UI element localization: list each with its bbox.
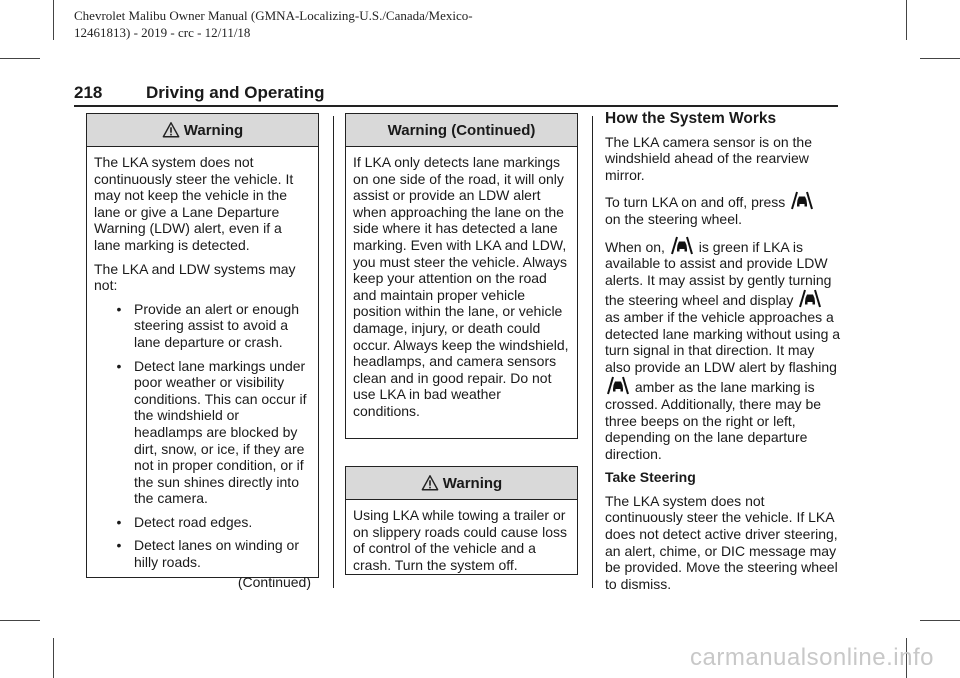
bullet-mark: • bbox=[116, 357, 122, 374]
crop-mark bbox=[53, 638, 54, 678]
section-title: Driving and Operating bbox=[146, 83, 325, 102]
page-number: 218 bbox=[74, 83, 103, 102]
list-item bbox=[94, 537, 311, 570]
warning-paragraph: Using LKA while towing a trailer or on slippery roads could cause loss of control of the vehicle and a crash. Turn the system off. bbox=[353, 507, 568, 573]
column-divider bbox=[333, 116, 334, 588]
crop-mark bbox=[920, 58, 960, 59]
warning-box-header bbox=[346, 114, 577, 147]
list-item-text: Detect lane markings under poor weather or visibility conditions. This can occur if the windshield or headlamps are blocked by dirt, snow, or ice, if they are not in proper condition, or if the sun shines directly into the camera. bbox=[134, 357, 307, 507]
warning-body bbox=[346, 147, 577, 433]
warning-box bbox=[345, 466, 578, 575]
crop-mark bbox=[53, 0, 54, 40]
section-heading: How the System Works bbox=[605, 110, 777, 127]
paragraph-text: on the steering wheel. bbox=[605, 210, 742, 227]
crop-mark bbox=[0, 58, 40, 59]
list-item-text: Provide an alert or enough steering assist to avoid a lane departure or crash. bbox=[134, 300, 299, 350]
warning-paragraph: The LKA system does not continuously steer the vehicle. It may not keep the vehicle in the lane or give a Lane Departure Warning (LDW) alert, even if a lane marking is detected. bbox=[94, 154, 294, 253]
paragraph-text: amber as the lane marking is crossed. Additionally, there may be three beeps on the right or left, depending on the lane departure direction. bbox=[605, 379, 822, 462]
meta-line-1: Chevrolet Malibu Owner Manual (GMNA-Localizing-U.S./Canada/Mexico- bbox=[74, 8, 473, 23]
lane-keep-assist-icon bbox=[789, 190, 815, 210]
warning-title: Warning (Continued) bbox=[387, 121, 536, 139]
continued-label: (Continued) bbox=[237, 573, 311, 590]
warning-title: Warning bbox=[183, 121, 244, 139]
warning-continued-box bbox=[345, 113, 578, 439]
warning-box-header bbox=[346, 467, 577, 500]
warning-box bbox=[86, 113, 319, 590]
paragraph-text: When on, bbox=[605, 238, 665, 255]
list-item bbox=[94, 301, 311, 351]
bullet-mark: • bbox=[116, 513, 122, 530]
paragraph: The LKA camera sensor is on the windshield ahead of the rearview mirror. bbox=[605, 133, 812, 183]
list-item-text: Detect road edges. bbox=[134, 513, 253, 530]
crop-mark bbox=[920, 620, 960, 621]
crop-mark bbox=[906, 0, 907, 40]
column-divider bbox=[592, 116, 593, 588]
warning-box-header bbox=[87, 114, 318, 147]
paragraph-text: as amber if the vehicle approaches a detected lane marking without using a turn signal in that direction. It may also provide an LDW alert by flashing bbox=[605, 308, 841, 375]
list-item bbox=[94, 358, 311, 507]
document-meta bbox=[74, 7, 554, 41]
warning-paragraph: The LKA and LDW systems may not: bbox=[94, 260, 296, 294]
paragraph bbox=[605, 235, 841, 463]
page-header bbox=[74, 83, 838, 107]
bullet-mark: • bbox=[116, 300, 122, 317]
warning-body bbox=[346, 500, 577, 586]
warning-body bbox=[87, 147, 318, 596]
lane-keep-assist-icon bbox=[605, 375, 631, 395]
meta-line-2: 12461813) - 2019 - crc - 12/11/18 bbox=[74, 25, 251, 40]
list-item-text: Detect lanes on winding or hilly roads. bbox=[134, 537, 299, 571]
paragraph-text: is green if LKA is available to assist and provide LDW alerts. It may assist by gently turning the steering wheel and display bbox=[605, 238, 832, 309]
warning-title: Warning bbox=[442, 474, 503, 492]
paragraph bbox=[605, 190, 841, 227]
subheading: Take Steering bbox=[605, 469, 696, 486]
crop-mark bbox=[0, 620, 40, 621]
paragraph-text: To turn LKA on and off, press bbox=[605, 194, 786, 211]
watermark: carmanualsonline.info bbox=[690, 644, 934, 671]
warning-triangle-icon bbox=[421, 474, 439, 492]
paragraph: The LKA system does not continuously steer the vehicle. If LKA does not detect active driver steering, an alert, chime, or DIC message may be provided. Move the steering wheel to dismiss. bbox=[605, 492, 838, 592]
warning-triangle-icon bbox=[162, 121, 180, 139]
bullet-mark: • bbox=[116, 537, 122, 554]
lane-keep-assist-icon bbox=[797, 288, 823, 308]
how-system-works-section bbox=[605, 108, 841, 599]
list-item bbox=[94, 514, 311, 531]
lane-keep-assist-icon bbox=[669, 235, 695, 255]
warning-paragraph: If LKA only detects lane markings on one side of the road, it will only assist or provide an LDW alert when approaching the lane on the side where it has detected a lane marking. Even with LKA and LDW, you must steer the vehicle. Always keep your attention on the road and maintain proper vehicle position within the lane, or vehicle damage, injury, or death could occur. Always keep the windshield, headlamps, and camera sensors clean and in good repair. Do not use LKA in bad weather conditions. bbox=[353, 154, 569, 419]
